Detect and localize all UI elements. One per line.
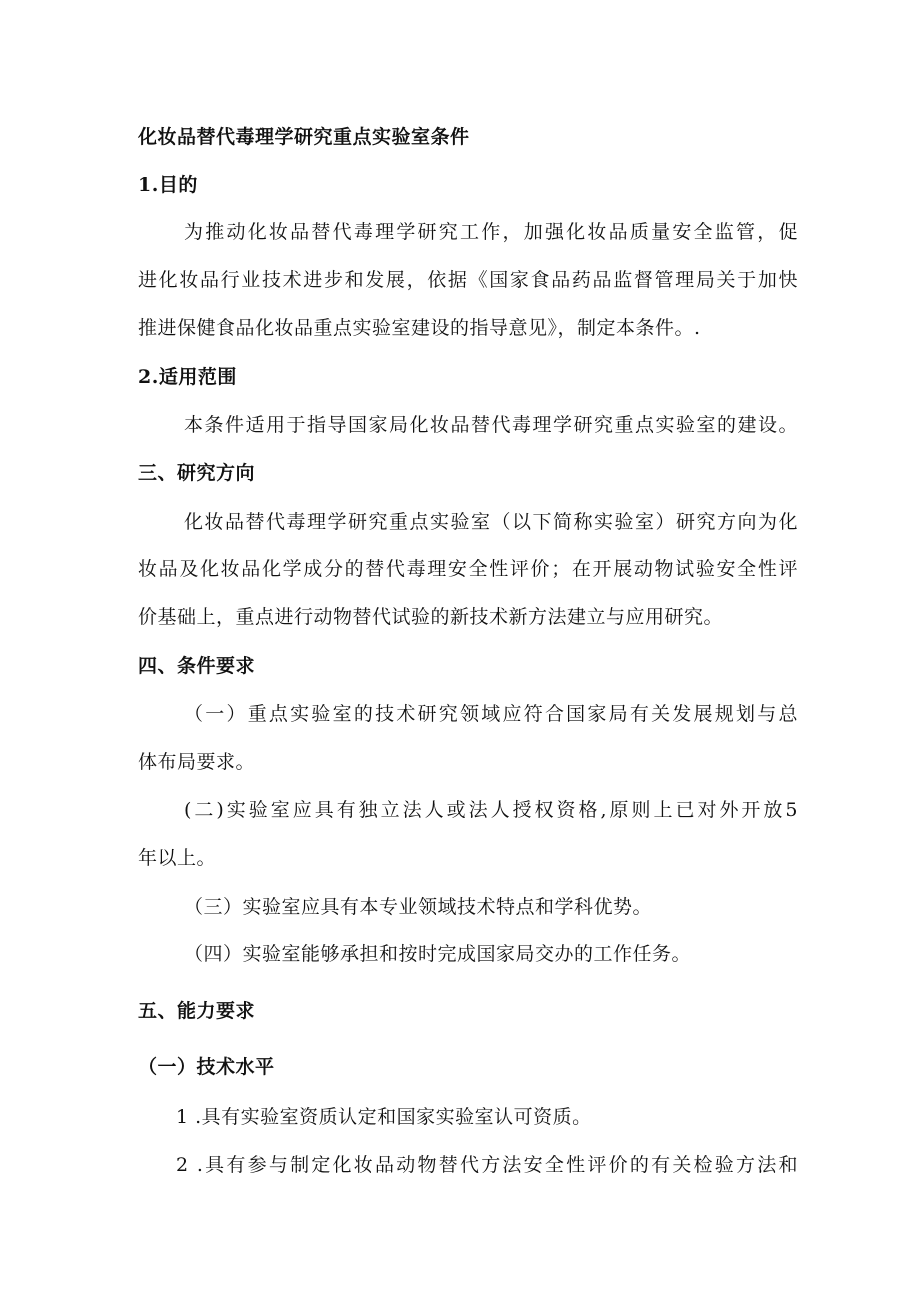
paragraph-line: 妆品及化妆品化学成分的替代毒理安全性评价；在开展动物试验安全性评 <box>138 558 798 580</box>
paragraph-line: 为推动化妆品替代毒理学研究工作，加强化妆品质量安全监管，促 <box>184 221 798 243</box>
paragraph-line: 化妆品替代毒理学研究重点实验室（以下简称实验室）研究方向为化 <box>184 511 798 533</box>
section-heading-capability: 五、能力要求 <box>138 1000 256 1022</box>
paragraph-line: 本条件适用于指导国家局化妆品替代毒理学研究重点实验室的建设。 <box>184 414 798 436</box>
section-heading-research-direction: 三、研究方向 <box>138 462 256 484</box>
list-item-continuation: 年以上。 <box>138 847 217 869</box>
list-item: （四）实验室能够承担和按时完成国家局交办的工作任务。 <box>184 943 692 965</box>
paragraph-line: 进化妆品行业技术进步和发展，依据《国家食品药品监督管理局关于加快 <box>138 269 798 291</box>
document-title: 化妆品替代毒理学研究重点实验室条件 <box>138 126 470 148</box>
subsection-heading-technical-level: （一）技术水平 <box>138 1056 275 1078</box>
list-item: （一）重点实验室的技术研究领域应符合国家局有关发展规划与总 <box>184 703 798 725</box>
section-heading-conditions: 四、条件要求 <box>138 655 256 677</box>
paragraph-line: 推进保健食品化妆品重点实验室建设的指导意见》，制定本条件。. <box>138 317 701 339</box>
list-item: （三）实验室应具有本专业领域技术特点和学科优势。 <box>184 896 653 918</box>
paragraph-line: 价基础上，重点进行动物替代试验的新技术新方法建立与应用研究。 <box>138 606 724 628</box>
section-heading-scope: 2.适用范围 <box>138 366 237 388</box>
list-item-continuation: 体布局要求。 <box>138 751 256 773</box>
list-item: 2 .具有参与制定化妆品动物替代方法安全性评价的有关检验方法和 <box>176 1154 798 1176</box>
list-item: (二)实验室应具有独立法人或法人授权资格,原则上已对外开放5 <box>184 799 798 821</box>
section-heading-purpose: 1.目的 <box>138 174 198 196</box>
list-item: 1 .具有实验室资质认定和国家实验室认可资质。 <box>176 1106 592 1128</box>
